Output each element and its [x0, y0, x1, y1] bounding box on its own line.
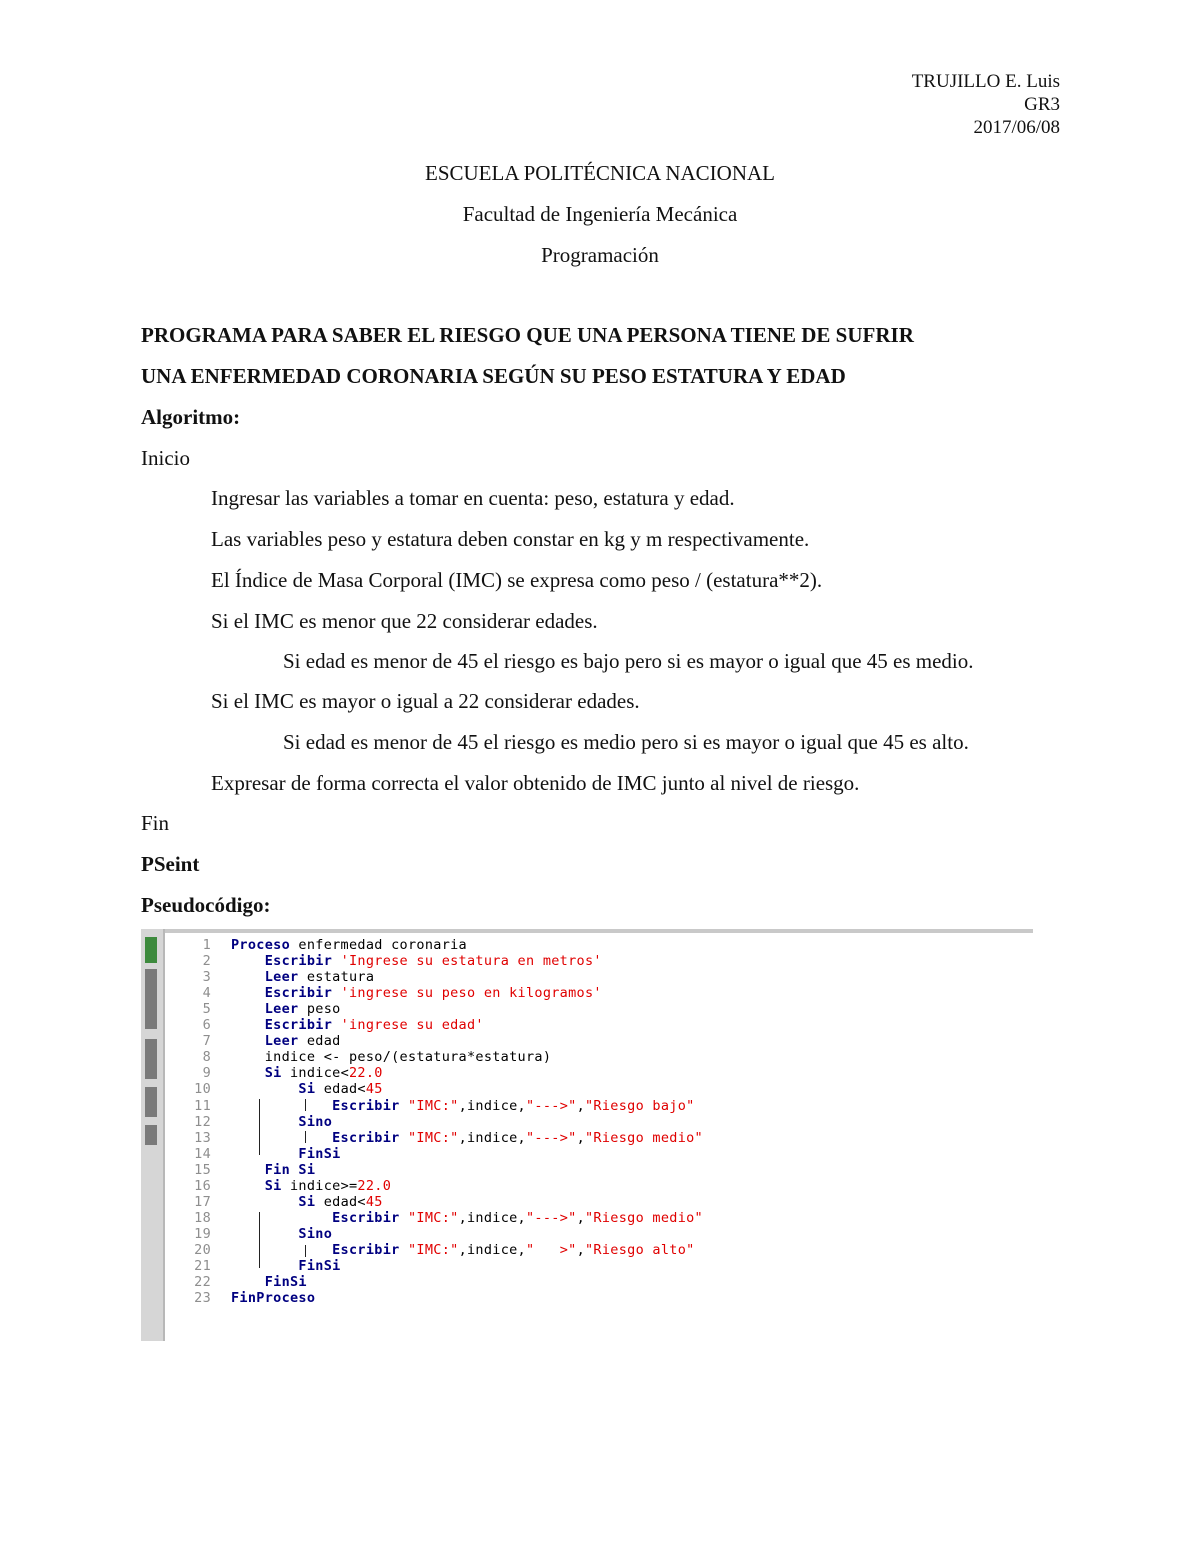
code-line	[175, 1258, 341, 1274]
code-line	[175, 1146, 341, 1162]
code-token: Si	[231, 1193, 324, 1210]
algorithm-heading: Algoritmo:	[141, 405, 241, 429]
line-number: 17	[194, 1193, 211, 1210]
code-token: ,indice,	[458, 1129, 526, 1146]
code-token: enfermedad coronaria	[298, 937, 467, 953]
line-number: 7	[202, 1033, 211, 1050]
code-line	[175, 1001, 341, 1017]
line-number: 5	[202, 1001, 211, 1018]
code-token: "IMC:"	[407, 1241, 459, 1258]
code-token: 22.0	[349, 1065, 383, 1082]
line-number: 3	[202, 969, 211, 986]
code-line	[175, 937, 467, 953]
line-number: 2	[202, 953, 211, 970]
code-line	[175, 1033, 341, 1049]
code-token: ,	[576, 1097, 585, 1114]
code-token: Escribir	[231, 953, 341, 970]
line-number: 9	[202, 1065, 211, 1082]
course-name: Programación	[541, 243, 659, 267]
code-token: ,indice,	[458, 1097, 526, 1114]
code-token: "--->"	[525, 1129, 577, 1146]
code-token: "Riesgo medio"	[585, 1129, 703, 1146]
line-number: 6	[202, 1017, 211, 1034]
pseudocode-screenshot	[141, 929, 1033, 1341]
faculty-name: Facultad de Ingeniería Mecánica	[462, 202, 738, 226]
algorithm-step: Si el IMC es mayor o igual a 22 considerar edades.	[211, 689, 640, 713]
code-token: ,	[576, 1241, 585, 1258]
code-token: Escribir	[231, 985, 341, 1002]
code-token: Sino	[231, 1113, 333, 1130]
panel-label	[145, 1039, 157, 1079]
code-line	[175, 1049, 551, 1065]
code-token: Sino	[231, 1225, 333, 1242]
code-token: FinSi	[231, 1274, 307, 1291]
code-token: FinSi	[231, 1145, 341, 1162]
code-token: FinProceso	[231, 1290, 316, 1307]
code-token: 45	[365, 1193, 383, 1210]
line-number: 1	[202, 937, 211, 953]
code-token: "--->"	[525, 1209, 577, 1226]
document-title-line-1: PROGRAMA PARA SABER EL RIESGO QUE UNA PERSONA TIENE DE SUFRIR	[141, 323, 914, 347]
code-token: 'ingrese su edad'	[340, 1017, 484, 1034]
panel-label	[145, 1125, 157, 1145]
algorithm-step: Ingresar las variables a tomar en cuenta: peso, estatura y edad.	[211, 486, 735, 510]
group-label: GR3	[1024, 94, 1060, 115]
code-line	[175, 1162, 315, 1178]
code-token: "IMC:"	[407, 1097, 459, 1114]
code-line	[175, 1178, 391, 1194]
code-token: Escribir	[231, 1017, 341, 1034]
code-line	[175, 1226, 332, 1242]
code-line	[175, 1130, 703, 1146]
editor-top-border	[141, 929, 1033, 933]
line-number: 8	[202, 1049, 211, 1066]
code-line	[175, 969, 374, 985]
code-token: ,indice,	[458, 1209, 526, 1226]
author-name: TRUJILLO E. Luis	[911, 71, 1060, 92]
code-line	[175, 1098, 695, 1114]
code-token: 45	[365, 1081, 383, 1098]
code-token: "Riesgo bajo"	[585, 1097, 695, 1114]
line-number: 11	[194, 1097, 211, 1114]
algorithm-substep: Si edad es menor de 45 el riesgo es bajo pero si es mayor o igual que 45 es medio.	[283, 649, 974, 673]
panel-label	[145, 969, 157, 1029]
line-number: 4	[202, 985, 211, 1002]
code-token: 'ingrese su peso en kilogramos'	[340, 985, 602, 1002]
code-token: edad<	[323, 1081, 366, 1098]
code-token: indice>=	[290, 1177, 358, 1194]
code-token: Leer	[231, 969, 307, 986]
code-token: "--->"	[525, 1097, 577, 1114]
panel-icon	[145, 937, 157, 963]
document-date: 2017/06/08	[973, 117, 1060, 138]
code-line	[175, 1290, 315, 1306]
code-token: "Riesgo medio"	[585, 1209, 703, 1226]
institution-name: ESCUELA POLITÉCNICA NACIONAL	[425, 161, 775, 185]
code-token: " >"	[525, 1241, 577, 1258]
line-number: 13	[194, 1129, 211, 1146]
code-line	[175, 1017, 484, 1033]
algorithm-end: Fin	[141, 811, 170, 835]
code-line	[175, 1242, 695, 1258]
code-token: ,indice,	[458, 1241, 526, 1258]
code-token: Proceso	[231, 937, 299, 953]
code-line	[175, 1081, 383, 1097]
algorithm-step: El Índice de Masa Corporal (IMC) se expresa como peso / (estatura**2).	[211, 568, 823, 592]
editor-side-panel	[141, 929, 165, 1341]
code-token: 'Ingrese su estatura en metros'	[340, 953, 602, 970]
code-token: 22.0	[357, 1177, 392, 1194]
code-token: Escribir	[231, 1129, 408, 1146]
document-title-line-2: UNA ENFERMEDAD CORONARIA SEGÚN SU PESO ESTATURA Y EDAD	[141, 364, 846, 388]
code-token: Escribir	[231, 1241, 408, 1258]
pseint-heading: PSeint	[141, 852, 200, 876]
code-token: Si	[231, 1177, 290, 1194]
algorithm-step: Expresar de forma correcta el valor obtenido de IMC junto al nivel de riesgo.	[211, 771, 860, 795]
line-number: 15	[194, 1161, 211, 1178]
code-token: Escribir	[231, 1209, 408, 1226]
panel-label	[145, 1087, 157, 1117]
code-token: Si	[231, 1065, 290, 1082]
code-token: Si	[231, 1081, 324, 1098]
line-number: 14	[194, 1145, 211, 1162]
line-number: 16	[194, 1177, 211, 1194]
line-number: 10	[194, 1081, 211, 1098]
pseudocode-heading: Pseudocódigo:	[141, 893, 271, 917]
code-line	[175, 1210, 703, 1226]
line-number: 20	[194, 1241, 211, 1258]
code-token: "IMC:"	[407, 1129, 459, 1146]
code-token: edad<	[323, 1193, 366, 1210]
code-line	[175, 1274, 307, 1290]
code-token: FinSi	[231, 1258, 341, 1274]
code-token: Escribir	[231, 1097, 408, 1114]
code-token: ,	[576, 1209, 585, 1226]
code-token: estatura	[306, 969, 375, 986]
code-line	[175, 1114, 332, 1130]
line-number: 19	[194, 1225, 211, 1242]
code-line	[175, 1065, 383, 1081]
code-token: ,	[576, 1129, 585, 1146]
code-line	[175, 953, 602, 969]
algorithm-step: Las variables peso y estatura deben constar en kg y m respectivamente.	[211, 527, 810, 551]
algorithm-step: Si el IMC es menor que 22 considerar edades.	[211, 609, 598, 633]
line-number: 12	[194, 1113, 211, 1130]
code-token: indice<	[290, 1065, 349, 1082]
line-number: 21	[194, 1258, 211, 1274]
code-token: edad	[306, 1033, 341, 1050]
algorithm-substep: Si edad es menor de 45 el riesgo es medio pero si es mayor o igual que 45 es alto.	[283, 730, 969, 754]
code-line	[175, 985, 602, 1001]
code-token: Fin Si	[231, 1161, 316, 1178]
line-number: 18	[194, 1209, 211, 1226]
code-token: peso	[306, 1001, 341, 1018]
code-token: indice <- peso/(estatura*estatura)	[231, 1049, 552, 1066]
code-token: "Riesgo alto"	[585, 1241, 695, 1258]
line-number: 22	[194, 1274, 211, 1291]
code-token: Leer	[231, 1001, 307, 1018]
code-token: "IMC:"	[407, 1209, 459, 1226]
line-number: 23	[194, 1290, 211, 1307]
code-line	[175, 1194, 383, 1210]
algorithm-start: Inicio	[141, 446, 190, 470]
code-token: Leer	[231, 1033, 307, 1050]
